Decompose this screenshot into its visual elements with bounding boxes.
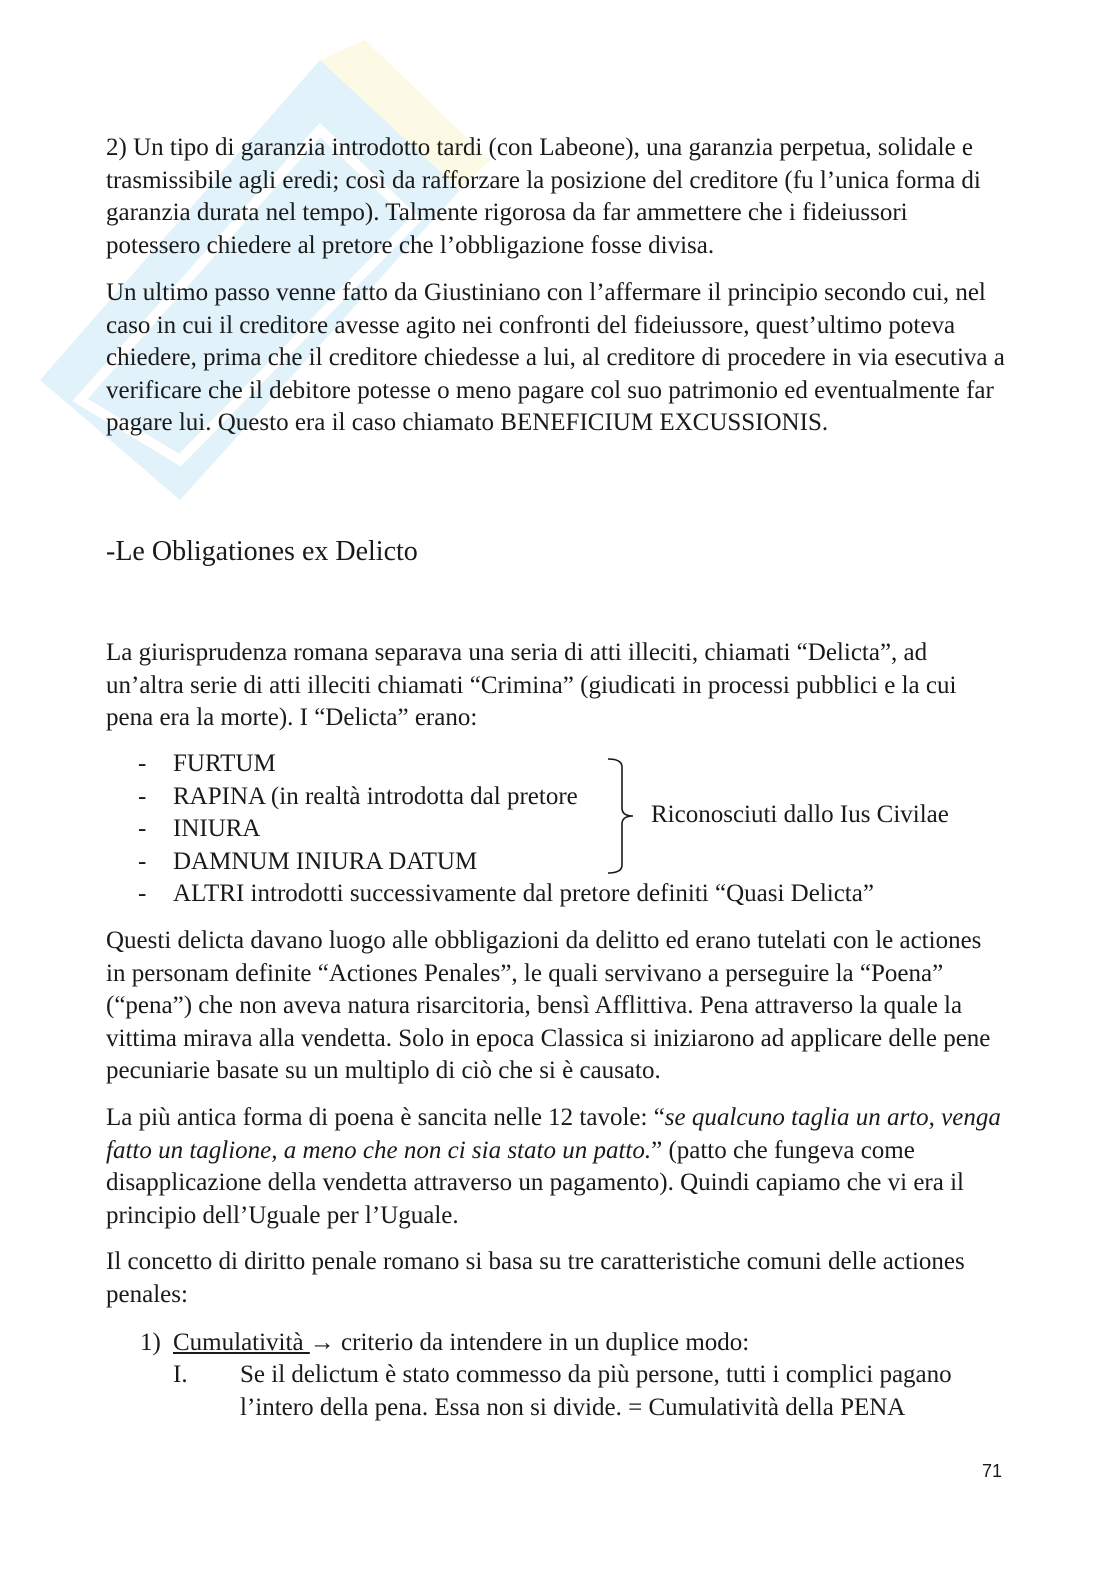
- brace-label: Riconosciuti dallo Ius Civilae: [651, 801, 949, 828]
- roman-item-text: Se il delictum è stato commesso da più persone, tutti i complici pagano l’intero della pena. Essa non si divide. = Cumulatività della PENA: [240, 1361, 952, 1421]
- list-item: - ALTRI introdotti successivamente dal pretore definiti “Quasi Delicta”: [138, 880, 874, 908]
- paragraph-giustiniano: Un ultimo passo venne fatto da Giustiniano con l’affermare il principio secondo cui, nel caso in cui il creditore avesse agito nei confronti del fideiussore, quest’ultimo poteva chiedere, prima che il creditore chiedesse a lui, al creditore di procedere in via esecutiva a verificare che il debitore potesse o meno pagare col suo patrimonio ed eventualmente far pagare lui. Questo era il caso chiamato BENEFICIUM EXCUSSIONIS.: [106, 279, 1005, 437]
- list-item: - RAPINA (in realtà introdotta dal pretore: [138, 782, 578, 810]
- right-brace: [606, 757, 636, 875]
- paragraph-12-tavole: La più antica forma di poena è sancita nelle 12 tavole: “se qualcuno taglia un arto, venga fatto un taglione, a meno che non ci sia stato un patto.” (patto che fungeva come disapplicazione della vendetta attraverso un pagamento). Quindi capiamo che vi era il principio dell’Uguale per l’Uguale.: [106, 1104, 1001, 1229]
- paragraph-delicta-intro: La giurisprudenza romana separava una seria di atti illeciti, chiamati “Delicta”, ad un’altra serie di atti illeciti chiamati “Crimina” (giudicati in processi pubblici e la cui pena era la morte). I “Delicta” erano:: [106, 639, 957, 732]
- paragraph-garanzia: 2) Un tipo di garanzia introdotto tardi (con Labeone), una garanzia perpetua, solidale e trasmissibile agli eredi; così da rafforzare la posizione del creditore (fu l’unica forma di garanzia durata nel tempo). Talmente rigorosa da far ammettere che i fideiussori potessero chiedere al pretore che l’obbligazione fosse divisa.: [106, 134, 981, 259]
- list-item: - DAMNUM INIURA DATUM: [138, 847, 478, 875]
- list-item: - FURTUM: [138, 750, 276, 777]
- paragraph-actiones-penales: Questi delicta davano luogo alle obbligazioni da delitto ed erano tutelati con le actiones in personam definite “Actiones Penales”, le quali servivano a perseguire la “Poena” (“pena”) che non aveva natura risarcitoria, bensì Afflittiva. Pena attraverso la quale la vittima mirava alla vendetta. Solo in epoca Classica si iniziarono ad applicare delle pene pecuniarie basate su un multiplo di ciò che si è causato.: [106, 927, 991, 1085]
- paragraph-diritto-penale: Il concetto di diritto penale romano si basa su tre caratteristiche comuni delle actiones penales:: [106, 1248, 965, 1308]
- list-item: - INIURA: [138, 815, 261, 843]
- numbered-item-cumulativita: 1) Cumulatività → criterio da intendere in un duplice modo:: [140, 1329, 750, 1356]
- watermark-logo: [20, 20, 490, 520]
- page-number: 71: [982, 1461, 1003, 1481]
- section-heading: -Le Obligationes ex Delicto: [106, 536, 418, 567]
- cumulativita-term: Cumulatività: [173, 1329, 310, 1356]
- arrow-right-icon: →: [309, 1329, 335, 1356]
- roman-numeral: I.: [173, 1361, 188, 1388]
- quote-text: se qualcuno taglia un arto, venga fatto un taglione, a meno che non ci sia stato un patto.: [106, 1104, 1001, 1164]
